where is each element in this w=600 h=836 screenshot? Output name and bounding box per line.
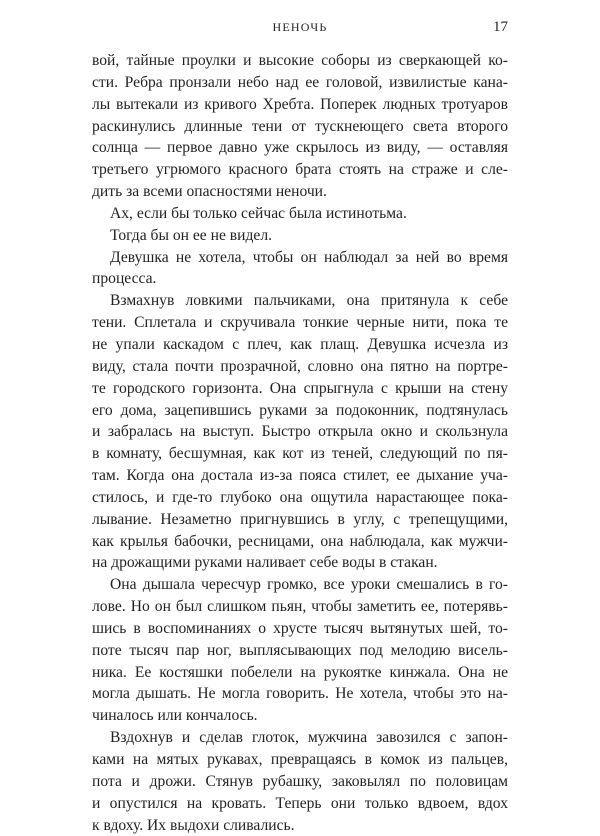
text-line: и опустился на кровать. Теперь они только вдвоем, вдох <box>92 794 508 812</box>
text-line: шись в воспоминаниях о хрусте тысяч вытянутых шей, то- <box>92 619 508 637</box>
text-line: раскинулись длинные тени от тускнеющего света второго <box>92 117 508 135</box>
text-line: Она дышала чересчур громко, все уроки смешались в го- <box>110 576 508 594</box>
text-line: и забралась на выступ. Быстро открыла окно и скользнула <box>92 423 508 441</box>
text-line: не упали каскадом с плеч, как плащ. Девушка исчезла из <box>92 335 508 353</box>
text-line: третьего угрюмого красного брата стоять на страже и сле- <box>92 161 508 179</box>
text-line: могла дышать. Не могла говорить. Не хотела, чтобы это на- <box>92 685 508 703</box>
text-line: Девушка не хотела, чтобы он наблюдал за ней во время <box>110 248 508 266</box>
text-line: его дома, зацепившись руками за подоконник, подтянулась <box>92 401 508 419</box>
page-number: 17 <box>493 19 508 35</box>
running-title: НЕНОЧЬ <box>272 20 328 34</box>
text-line: те городского горизонта. Она спрыгнула с крыши на стену <box>92 379 508 397</box>
text-line: лы вытекали из кривого Хребта. Поперек людных тротуаров <box>92 95 508 113</box>
text-line: чиналось или кончалось. <box>92 707 258 725</box>
text-line: как крылья бабочки, ресницами, она наблюдала, как мужчи- <box>92 532 508 550</box>
text-line: Взмахнув ловкими пальчиками, она притянула к себе <box>110 292 508 310</box>
text-line: солнца — первое давно уже скрылось из виду, — оставляя <box>92 139 508 157</box>
text-line: ками на мятых рукавах, превращаясь в комок из пальцев, <box>92 751 508 768</box>
text-line: процесса. <box>92 270 157 288</box>
text-line: ника. Ее костяшки побелели на рукоятке кинжала. Она не <box>92 663 508 681</box>
text-line: лывание. Незаметно пригнувшись в углу, с трепещущими, <box>92 510 508 528</box>
body-text <box>92 50 508 836</box>
text-line: на дрожащими руками наливает себе воды в стакан. <box>92 554 438 572</box>
running-head <box>92 16 508 38</box>
text-line: тени. Сплетала и скручивала тонкие черные нити, пока те <box>92 314 508 332</box>
text-line: Тогда бы он ее не видел. <box>110 226 273 244</box>
text-line: пота и дрожи. Стянув рубашку, заковылял по половицам <box>92 772 508 790</box>
text-line: виду, стала почти прозрачной, словно она пятно на портре- <box>92 357 508 375</box>
text-line: дить за всеми опасностями неночи. <box>92 183 327 201</box>
text-line: стилось, и где-то глубоко она ощутила нарастающее пока- <box>92 488 508 506</box>
text-line: вой, тайные проулки и высокие соборы из сверкающей ко- <box>92 52 508 69</box>
text-line: в комнату, бесшумная, как кот из теней, следующий по пя- <box>92 445 508 463</box>
text-line: к вдоху. Их выдохи сливались. <box>92 816 295 834</box>
text-line: Ах, если бы только сейчас была истинотьма. <box>110 204 407 222</box>
text-line: Вздохнув и сделав глоток, мужчина завозился с запон- <box>110 729 508 747</box>
text-line: там. Когда она достала из-за пояса стилет, ее дыхание уча- <box>92 467 508 485</box>
text-line: сти. Ребра пронзали небо над ее головой, извилистые кана- <box>92 73 508 91</box>
text-line: лове. Но он был слишком пьян, чтобы заметить ее, потерявь- <box>92 598 508 616</box>
text-line: поте тысяч пар ног, выплясывающих под мелодию висель- <box>92 641 508 659</box>
